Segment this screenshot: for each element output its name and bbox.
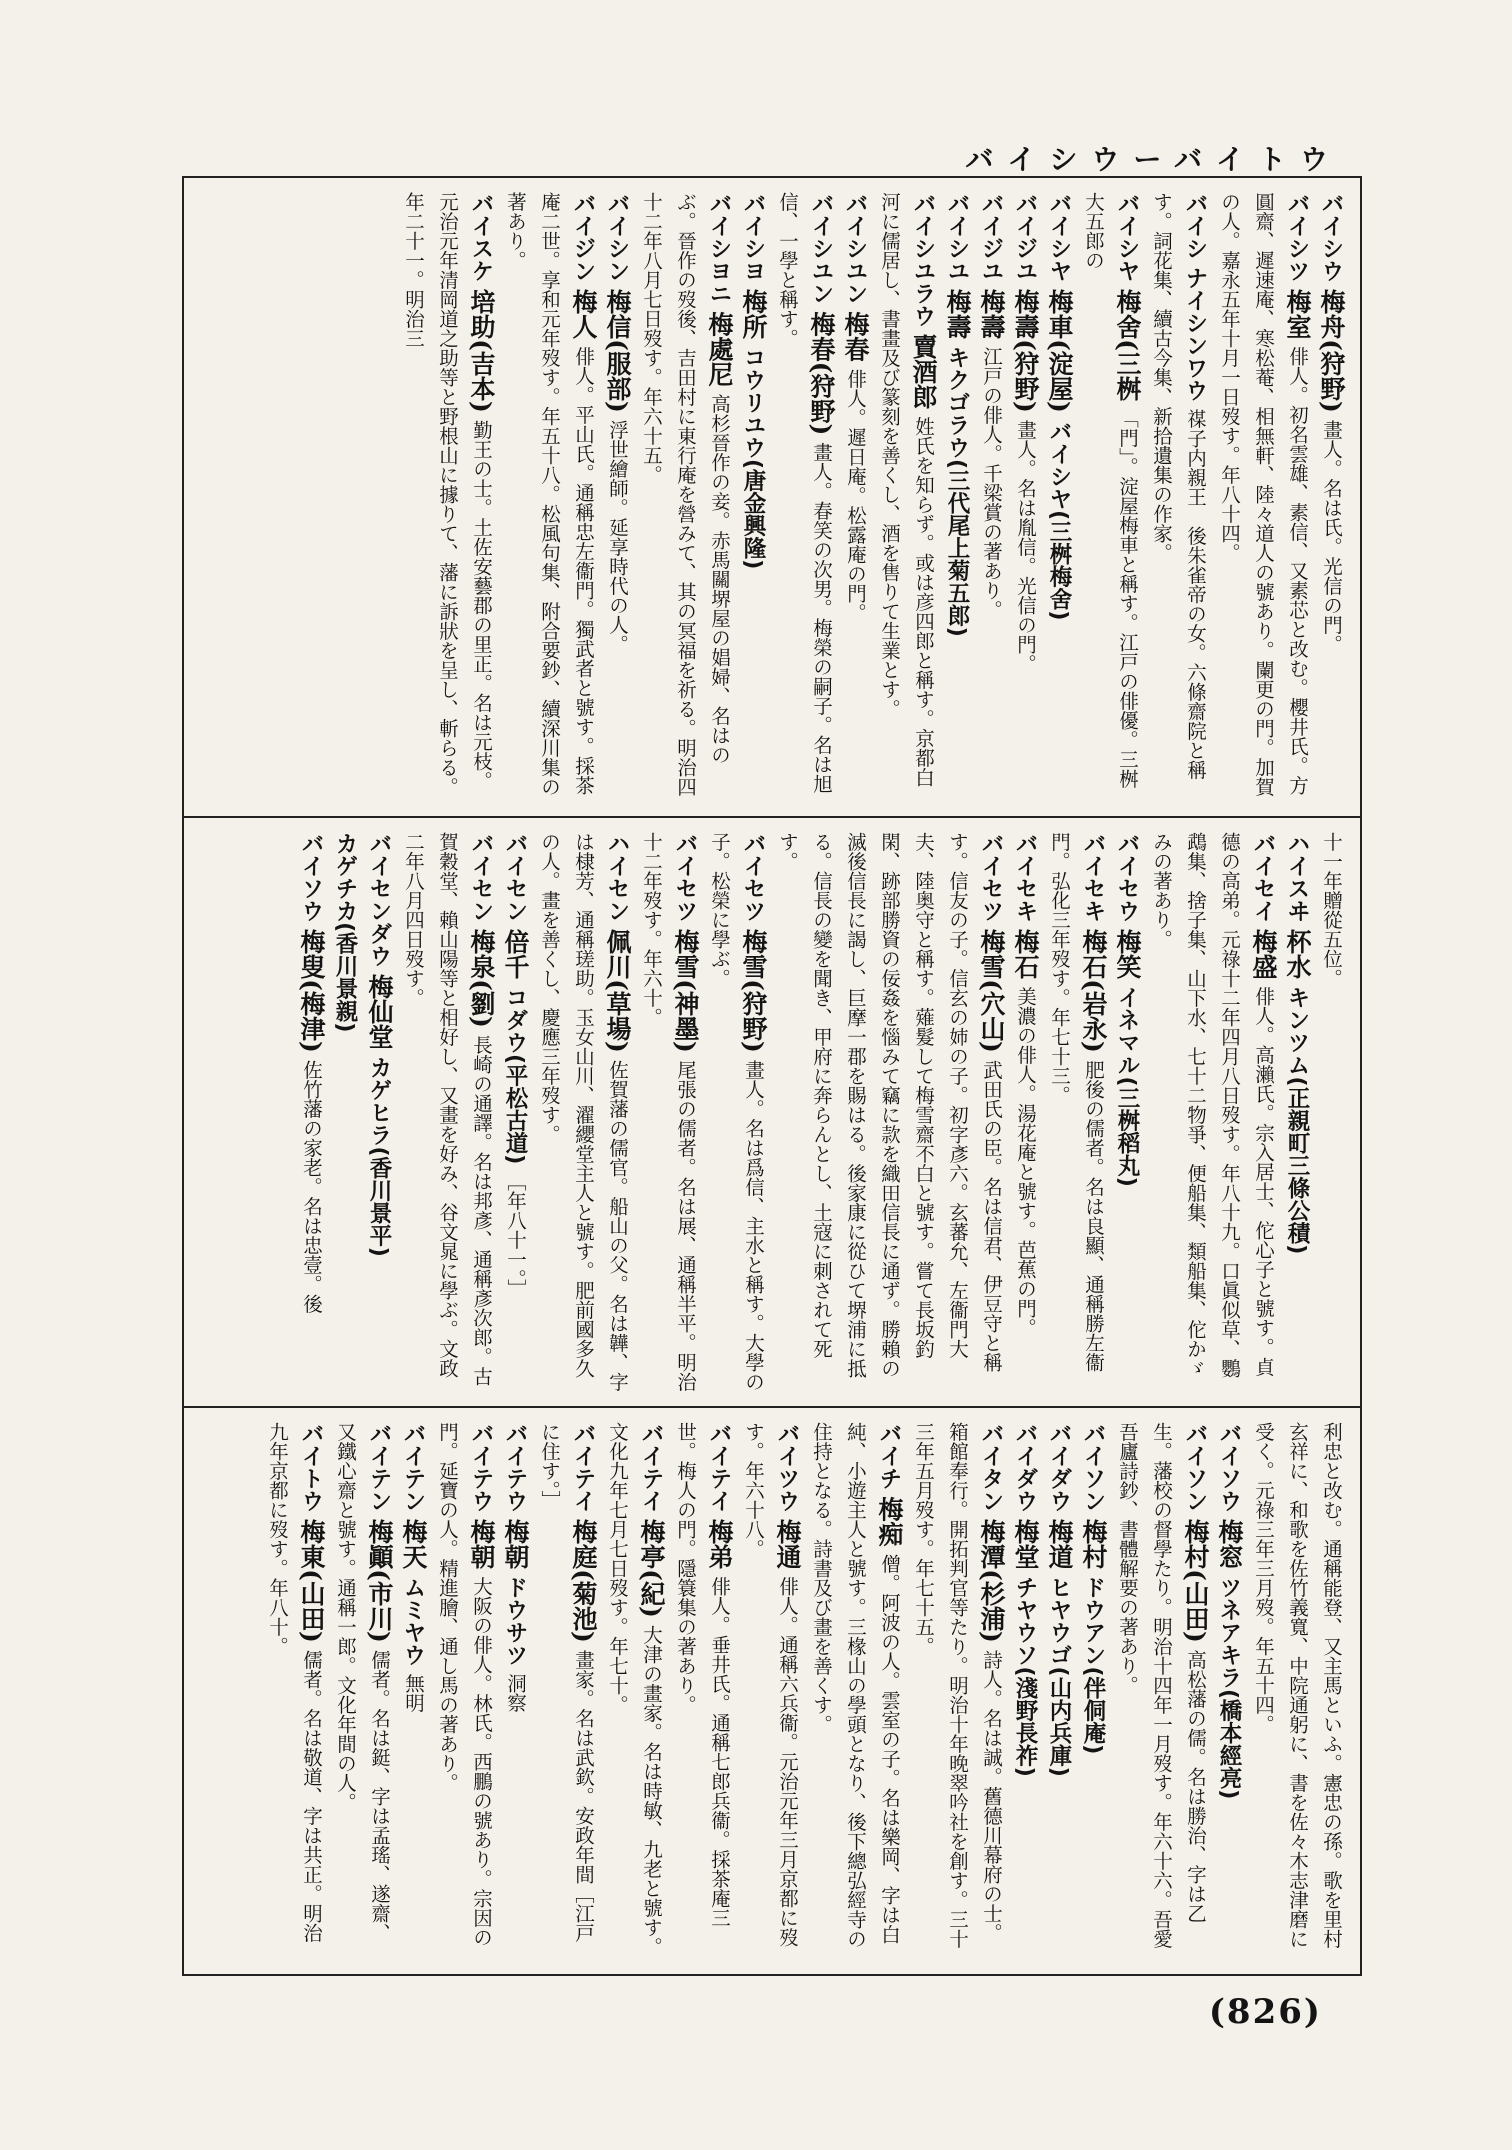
dictionary-entry [1042,1422,1076,1960]
entry-description: 「門」。淀屋梅車と稱す。江戸の俳優。三桝大五郎の [1082,192,1139,789]
entry-band-bottom [184,1408,1360,1974]
entry-headword: 培助(吉本) [467,289,496,413]
entry-reading: チヤウソ(淺野長祚) [1012,1576,1038,1777]
dictionary-entry [940,192,974,802]
entry-headword: 梅石(岩永) [1079,929,1108,1053]
entry-reading: カゲチカ(香川景親) [332,832,358,1033]
entry-headword: 梅所 [739,289,768,340]
entry-kana: バイソン [1182,1422,1208,1512]
entry-headword: 梅顚(市川) [365,1519,394,1643]
entry-headword: 梅朝 [501,1519,530,1570]
entry-description: 勤王の士。土佐安藝郡の里正。名は元枝。元治元年清岡道之助等と野根山に據りて、藩に訴狀を呈し、斬らる。年二十一。明治三 [402,192,493,797]
entry-band-middle [184,818,1360,1408]
entry-kana: バイシユラウ [910,192,936,327]
entry-description: 畫人。名は爲信、主水と稱す。大學の子。松榮に學ぶ。 [708,832,765,1392]
entry-description: 儒者。名は鋌、字は孟瑤、遂齋、又鐵心齋と號す。通稱一郎。文化年間の人。 [334,1422,391,1943]
dictionary-entry [1042,832,1110,1392]
entry-description: 利忠と改む。通稱能登、又主馬といふ。憲忠の孫。歌を里村玄祥に、和歌を佐竹義寬、中院通躬に、書を佐々木志津磨に受く。元祿三年三月歿。年五十四。 [1252,1422,1343,1949]
entry-kana: バイセキ [1012,832,1038,922]
entry-headword: 梅村 [1079,1519,1108,1570]
entry-description: 俳人。高瀨氏。宗入居士、佗心子と號す。貞德の高弟。元祿十二年四月八日歿す。年八十九。口眞似草、鸚鵡集、捨子集、山下水、七十二物爭、便船集、類船集、佗かゞみの著あり。 [1150,832,1275,1378]
entry-headword: 梅人 [569,289,598,340]
dictionary-entry [294,832,328,1392]
entry-description: 高松藩の儒。名は勝治、字は乙生。藩校の督學たり。明治十四年一月歿す。年六十六。吾愛吾廬詩鈔、書體解要の著あり。 [1116,1422,1207,1949]
dictionary-entry [1076,192,1144,802]
entry-description: 佐賀藩の儒官。船山の父。名は韡、字は棣芳、通稱瑳助。玉女山川、濯纓堂主人と號す。肥前國多久の人。畫を善くし、慶應三年歿す。 [538,832,629,1392]
running-header: バイシウーバイトウ [965,143,1342,176]
entry-kana: バイテウ [468,1422,494,1512]
entry-headword: 梅通 [773,1519,802,1570]
entry-headword: 梅天 [399,1519,428,1570]
entry-headword: 梅仙堂 [365,974,394,1050]
entry-reading: キンツム(正親町三條公積) [1284,986,1310,1255]
entry-kana: バイシヤ [1046,192,1072,282]
entry-reading: コダウ(平松古道) [502,986,528,1165]
entry-kana: ハイスヰ [1284,832,1310,922]
entry-description: 美濃の俳人。湯花庵と號す。芭蕉の門。 [1014,986,1037,1338]
dictionary-entry [634,192,736,802]
entry-description: 畫人。春笑の次男。梅榮の嗣子。名は旭信、一學と稱す。 [776,192,833,794]
dictionary-entry [668,1422,736,1960]
entry-headword: 梅窓 [1215,1519,1244,1570]
entry-kana: バイセツ [672,832,698,922]
entry-headword: 梅痴 [875,1496,904,1547]
dictionary-entry [1110,832,1144,1392]
dictionary-entry [702,832,770,1392]
entry-kana: バイジユ [978,192,1004,282]
entry-headword: 梅庭(菊池) [569,1519,598,1643]
entry-reading: コウリユウ(唐金興隆) [740,346,766,570]
entry-headword: 梅春 [841,311,870,362]
entry-kana: バイスケ [468,192,494,282]
entry-headword: 梅泉(劉) [467,929,496,1028]
entry-kana: バイシン [604,192,630,282]
entry-headword: 梅舍(三桝 [1113,289,1142,401]
dictionary-entry [906,1422,1008,1960]
entry-headword: 梅笑 [1113,929,1142,980]
dictionary-entry [396,1422,430,1960]
entry-description: 十一年贈從五位。 [1320,832,1343,988]
dictionary-entry [328,1422,396,1960]
entry-description: 畫人。名は胤信。光信の門。 [1014,419,1037,674]
entry-kana: バイダウ [1046,1422,1072,1512]
dictionary-page-frame [182,176,1362,1976]
entry-headword: 梅壽 [943,289,972,340]
dictionary-entry [532,832,634,1392]
entry-reading: ナイシンワウ [1182,266,1208,402]
dictionary-entry [396,192,498,802]
entry-headword: 倍千 [501,929,530,980]
entry-headword: 梅雪(穴山) [977,929,1006,1053]
entry-kana: バイソウ [298,832,324,922]
entry-headword: 梅弟 [705,1519,734,1570]
entry-reading: ドウサツ [502,1576,528,1667]
entry-headword: 梅朝 [467,1519,496,1570]
page-number: (826) [1208,1992,1322,2032]
entry-kana: バイタン [978,1422,1004,1512]
entry-headword: 梅盛 [1249,929,1278,980]
dictionary-entry [498,192,600,802]
dictionary-entry [1212,192,1314,802]
entry-description: 肥後の儒者。名は良顯、通稱勝左衞門。弘化三年歿す。年七十三。 [1048,832,1105,1372]
dictionary-entry [600,192,634,802]
dictionary-entry [430,1422,498,1960]
entry-description: 大津の畫家。名は時敏、九老と號す。文化九年七月七日歿す。年七十。 [606,1422,663,1957]
entry-kana: バイシヨ [740,192,766,282]
dictionary-entry [498,832,532,1392]
dictionary-entry [1314,192,1348,802]
entry-reading: ムミヤウ [400,1576,426,1667]
entry-kana: バイテウ [502,1422,528,1512]
entry-kana: バイセツ [740,832,766,922]
entry-kana: バイトウ [298,1422,324,1512]
entry-headword: 梅堂 [1011,1519,1040,1570]
entry-kana: バイセウ [1114,832,1140,922]
entry-kana: バイシユン [842,192,868,305]
entry-headword: 梅村(山田) [1181,1519,1210,1643]
entry-description: 佐竹藩の家老。名は忠壹。後 [300,1059,323,1314]
entry-description: 洞察 [504,1673,527,1713]
dictionary-entry [1076,1422,1110,1960]
dictionary-entry [498,1422,532,1960]
dictionary-entry [362,832,396,1392]
dictionary-entry [600,1422,668,1960]
dictionary-entry [770,192,838,802]
entry-description: 大阪の俳人。林氏。西鵬の號あり。宗因の門。延寶の人。精進膾、通し馬の著あり。 [436,1422,493,1947]
entry-headword: 梅東(山田) [297,1519,326,1643]
entry-description: 俳人。垂井氏。通稱七郎兵衞。採茶庵三世。梅人の門。隱簑集の著あり。 [674,1422,731,1928]
entry-headword: 杯水 [1283,929,1312,980]
entry-kana: バイセイ [1250,832,1276,922]
entry-reading: バイシヤ(三桝梅舍) [1046,419,1072,621]
dictionary-entry [804,1422,906,1960]
entry-column-flow [196,192,1348,802]
entry-kana: バイシヤ [1114,192,1140,282]
entry-headword: 梅壽(狩野) [1011,289,1040,413]
entry-headword: 梅信(服部) [603,289,632,413]
entry-kana: バイジユ [1012,192,1038,282]
entry-description: 儒者。名は敬道、字は共正。明治九年京都に歿す。年八十。 [266,1422,323,1943]
dictionary-entry [260,1422,328,1960]
entry-description: 尾張の儒者。名は展、通稱半平。明治十二年歿す。年六十。 [640,832,697,1392]
entry-reading: ヒヤウゴ(山内兵庫) [1046,1576,1072,1777]
entry-headword: 梅石 [1011,929,1040,980]
entry-kana: バイテン [400,1422,426,1512]
entry-description: 僧。阿波の人。雲室の子。名は樂岡、字は白純、小遊主人と號す。三椽山の學頭となり、後下總弘經寺の住持となる。詩書及び畫を善くす。 [810,1422,901,1949]
dictionary-entry [872,192,940,802]
entry-description: 俳人。平山氏。通稱忠左衞門。獨武者と號す。採茶庵二世。享和元年歿す。年五十八。松風句集、附合要鈔、續深川集の著あり。 [504,192,595,797]
dictionary-entry [328,832,362,1392]
entry-description: 俳人。遲日庵。松露庵の門。 [844,368,867,623]
entry-kana: バイシツ [1284,192,1310,282]
entry-headword: 佩川(草場) [603,929,632,1053]
entry-headword: 梅舟(狩野) [1317,289,1346,413]
entry-headword: 梅壽 [977,289,1006,340]
dictionary-entry [396,832,498,1392]
entry-kana: バイジン [570,192,596,282]
dictionary-entry [1280,832,1314,1392]
entry-description: 禖子内親王 後朱雀帝の女。六條齋院と稱す。詞花集、續古今集、新拾遺集の作家。 [1150,192,1207,780]
entry-kana: バイツウ [774,1422,800,1512]
entry-reading: ドウアン(伴侗庵) [1080,1576,1106,1755]
entry-kana: バイシ [1182,192,1208,260]
entry-kana: バイシユン [808,192,834,305]
entry-kana: ハイセン [604,832,630,922]
entry-description: 俳人。通稱六兵衞。元治元年三月京都に歿す。年六十八。 [742,1422,799,1947]
dictionary-entry [1246,1422,1348,1960]
dictionary-entry [1144,192,1212,802]
entry-kana: バイテイ [638,1422,664,1512]
entry-description: 畫人。名は氏。光信の門。 [1320,419,1343,654]
entry-description: 長崎の通譯。名は邦彥、通稱彥次郎。古賀穀堂、賴山陽等と相好し、又畫を好み、谷文晁に學ぶ。文政二年八月四日歿す。 [402,832,493,1386]
entry-headword: 梅車(淀屋) [1045,289,1074,413]
entry-description: 詩人。名は誠。舊德川幕府の士。箱館奉行。開拓判官等たり。明治十年晚翠吟社を創す。三十三年五月歿す。年七十五。 [912,1422,1003,1949]
entry-kana: バイセン [502,832,528,922]
entry-headword: 梅春(狩野) [807,311,836,436]
dictionary-entry [1008,192,1042,802]
entry-kana: バイセツ [978,832,1004,922]
dictionary-entry [770,832,1008,1392]
dictionary-entry [1110,1422,1212,1960]
dictionary-entry [736,192,770,802]
dictionary-entry [736,1422,804,1960]
entry-description: 畫家。名は武欽。安政年間［江戸に住す。］ [538,1422,595,1943]
entry-headword: 梅亭(紀) [637,1519,666,1618]
entry-description: 俳人。初名雲雄、素信、又素芯と改む。櫻井氏。方圓齋、遲速庵、寒松菴、相無軒、陸々道人の號あり。闌更の門。加賀の人。嘉永五年十月一日歿す。年八十四。 [1218,192,1309,797]
dictionary-entry [1042,192,1076,802]
dictionary-entry [1144,832,1280,1392]
entry-column-flow [196,1422,1348,1960]
entry-column-flow [196,832,1348,1392]
entry-headword: 梅道 [1045,1519,1074,1570]
entry-description: ［年八十一。］ [504,1171,527,1299]
entry-kana: バイセン [468,832,494,922]
entry-description: 無明 [402,1673,425,1713]
entry-headword: 梅潭(杉浦) [977,1519,1006,1643]
entry-description: 浮世繪師。延享時代の人。 [606,419,629,654]
entry-reading: ツネアキラ(橋本經亮) [1216,1576,1242,1800]
dictionary-entry [1008,1422,1042,1960]
dictionary-entry [974,192,1008,802]
entry-kana: バイダウ [1012,1422,1038,1512]
entry-headword: 梅雪(狩野) [739,929,768,1053]
entry-kana: バイテン [366,1422,392,1512]
entry-reading: カゲヒラ(香川景平) [366,1056,392,1257]
entry-description: 高杉晉作の妾。赤馬關堺屋の娼婦、名はのぶ。晉作の歿後、吉田村に東行庵を營みて、其の冥福を祈る。明治四十二年八月七日歿す。年六十五。 [640,192,731,797]
entry-description: 姓氏を知らず。或は彦四郎と稱す。京都白河に儒居し、書畫及び篆刻を善くし、酒を售りて生業とす。 [878,192,935,787]
dictionary-entry [1314,832,1348,1392]
entry-kana: バイソン [1080,1422,1106,1512]
entry-headword: 梅叟(梅津) [297,929,326,1053]
entry-description: 江戸の俳人。千梁賞の著あり。 [980,346,1003,620]
entry-band-top [184,178,1360,818]
entry-kana: バイソウ [1216,1422,1242,1512]
entry-description: 武田氏の臣。名は信君、伊豆守と稱す。信友の子。信玄の姉の子。初字彥六。玄蕃允、左衞門大夫、陸奥守と稱す。薙髮して梅雪齋不白と號す。嘗て長坂釣閑、跡部勝資の佞姦を惱みて竊に款を織田信長に通ず。勝賴の滅後信長に謁し、巨摩一郡を賜はる。後家康に從ひて堺浦に抵る。信長の變を聞き、甲府に奔らんとし、土寇に刺されて死す。 [776,832,1003,1378]
entry-reading: イネマル(三桝稻丸) [1114,986,1140,1187]
dictionary-entry [532,1422,600,1960]
entry-kana: バイシウ [1318,192,1344,282]
entry-kana: バイテイ [706,1422,732,1512]
entry-kana: バイチ [876,1422,902,1490]
entry-kana: バイシユ [944,192,970,282]
entry-kana: バイシヨニ [706,192,732,305]
entry-kana: バイテイ [570,1422,596,1512]
entry-headword: 梅室 [1283,289,1312,340]
entry-headword: 梅處尼 [705,311,734,387]
dictionary-entry [634,832,702,1392]
entry-reading: キクゴラウ(三代尾上菊五郎) [944,346,970,637]
entry-kana: バイセンダウ [366,832,392,967]
entry-kana: バイセキ [1080,832,1106,922]
dictionary-entry [838,192,872,802]
entry-headword: 賣酒郎 [909,334,938,410]
dictionary-entry [1212,1422,1246,1960]
entry-headword: 梅雪(神墨) [671,929,700,1053]
dictionary-entry [1008,832,1042,1392]
